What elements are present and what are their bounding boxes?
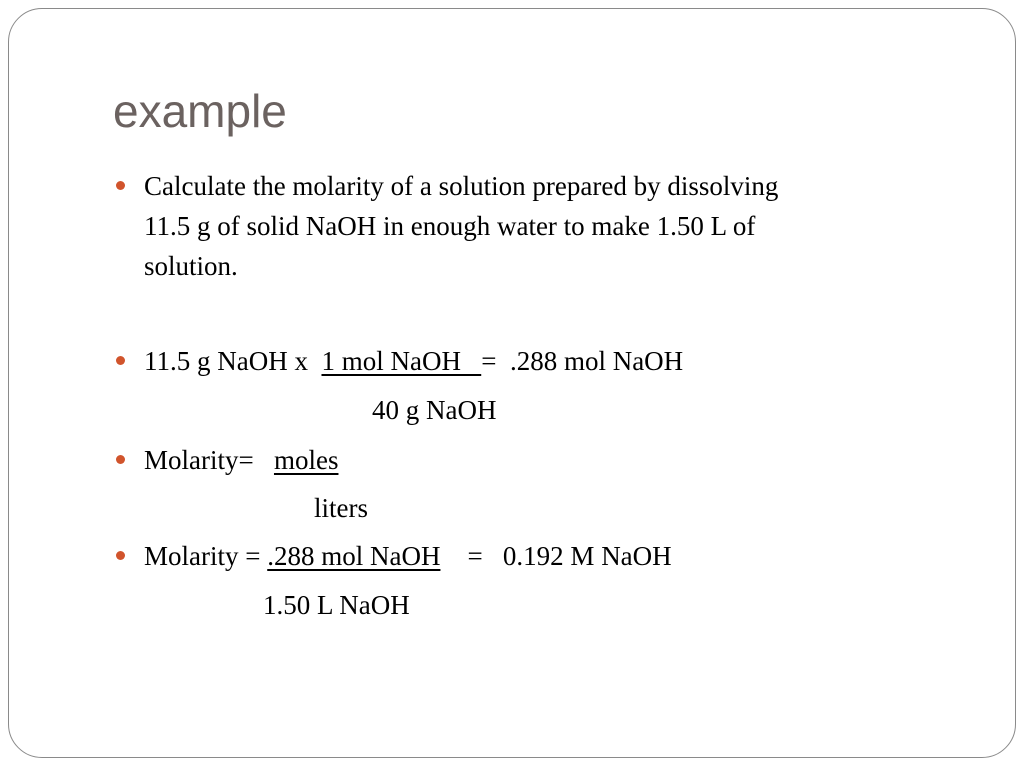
conversion-equation	[144, 348, 683, 375]
molarity-definition	[144, 447, 338, 474]
molarity-calculation-numerator: .288 mol NaOH	[267, 541, 441, 571]
molarity-definition-prefix: Molarity=	[144, 445, 274, 475]
slide-title: example	[113, 85, 287, 137]
problem-text-line-2: 11.5 g of solid NaOH in enough water to make 1.50 L of	[144, 211, 756, 241]
molarity-definition-denominator: liters	[314, 493, 368, 523]
molarity-calculation-denominator: 1.50 L NaOH	[263, 590, 410, 620]
bullet-marker-1	[116, 181, 125, 190]
conversion-result: = .288 mol NaOH	[481, 346, 684, 376]
bullet-marker-4	[116, 551, 125, 560]
conversion-prefix: 11.5 g NaOH x	[144, 346, 322, 376]
molarity-calculation-result: = 0.192 M NaOH	[440, 541, 672, 571]
molarity-calculation	[144, 543, 672, 570]
bullet-marker-3	[116, 455, 125, 464]
bullet-marker-2	[116, 356, 125, 365]
conversion-numerator: 1 mol NaOH	[321, 346, 482, 376]
molarity-definition-numerator: moles	[273, 445, 339, 475]
problem-text-line-1: Calculate the molarity of a solution prepared by dissolving	[144, 171, 779, 201]
problem-text-line-3: solution.	[144, 251, 238, 281]
molarity-calculation-prefix: Molarity =	[144, 541, 268, 571]
conversion-denominator: 40 g NaOH	[372, 395, 497, 425]
